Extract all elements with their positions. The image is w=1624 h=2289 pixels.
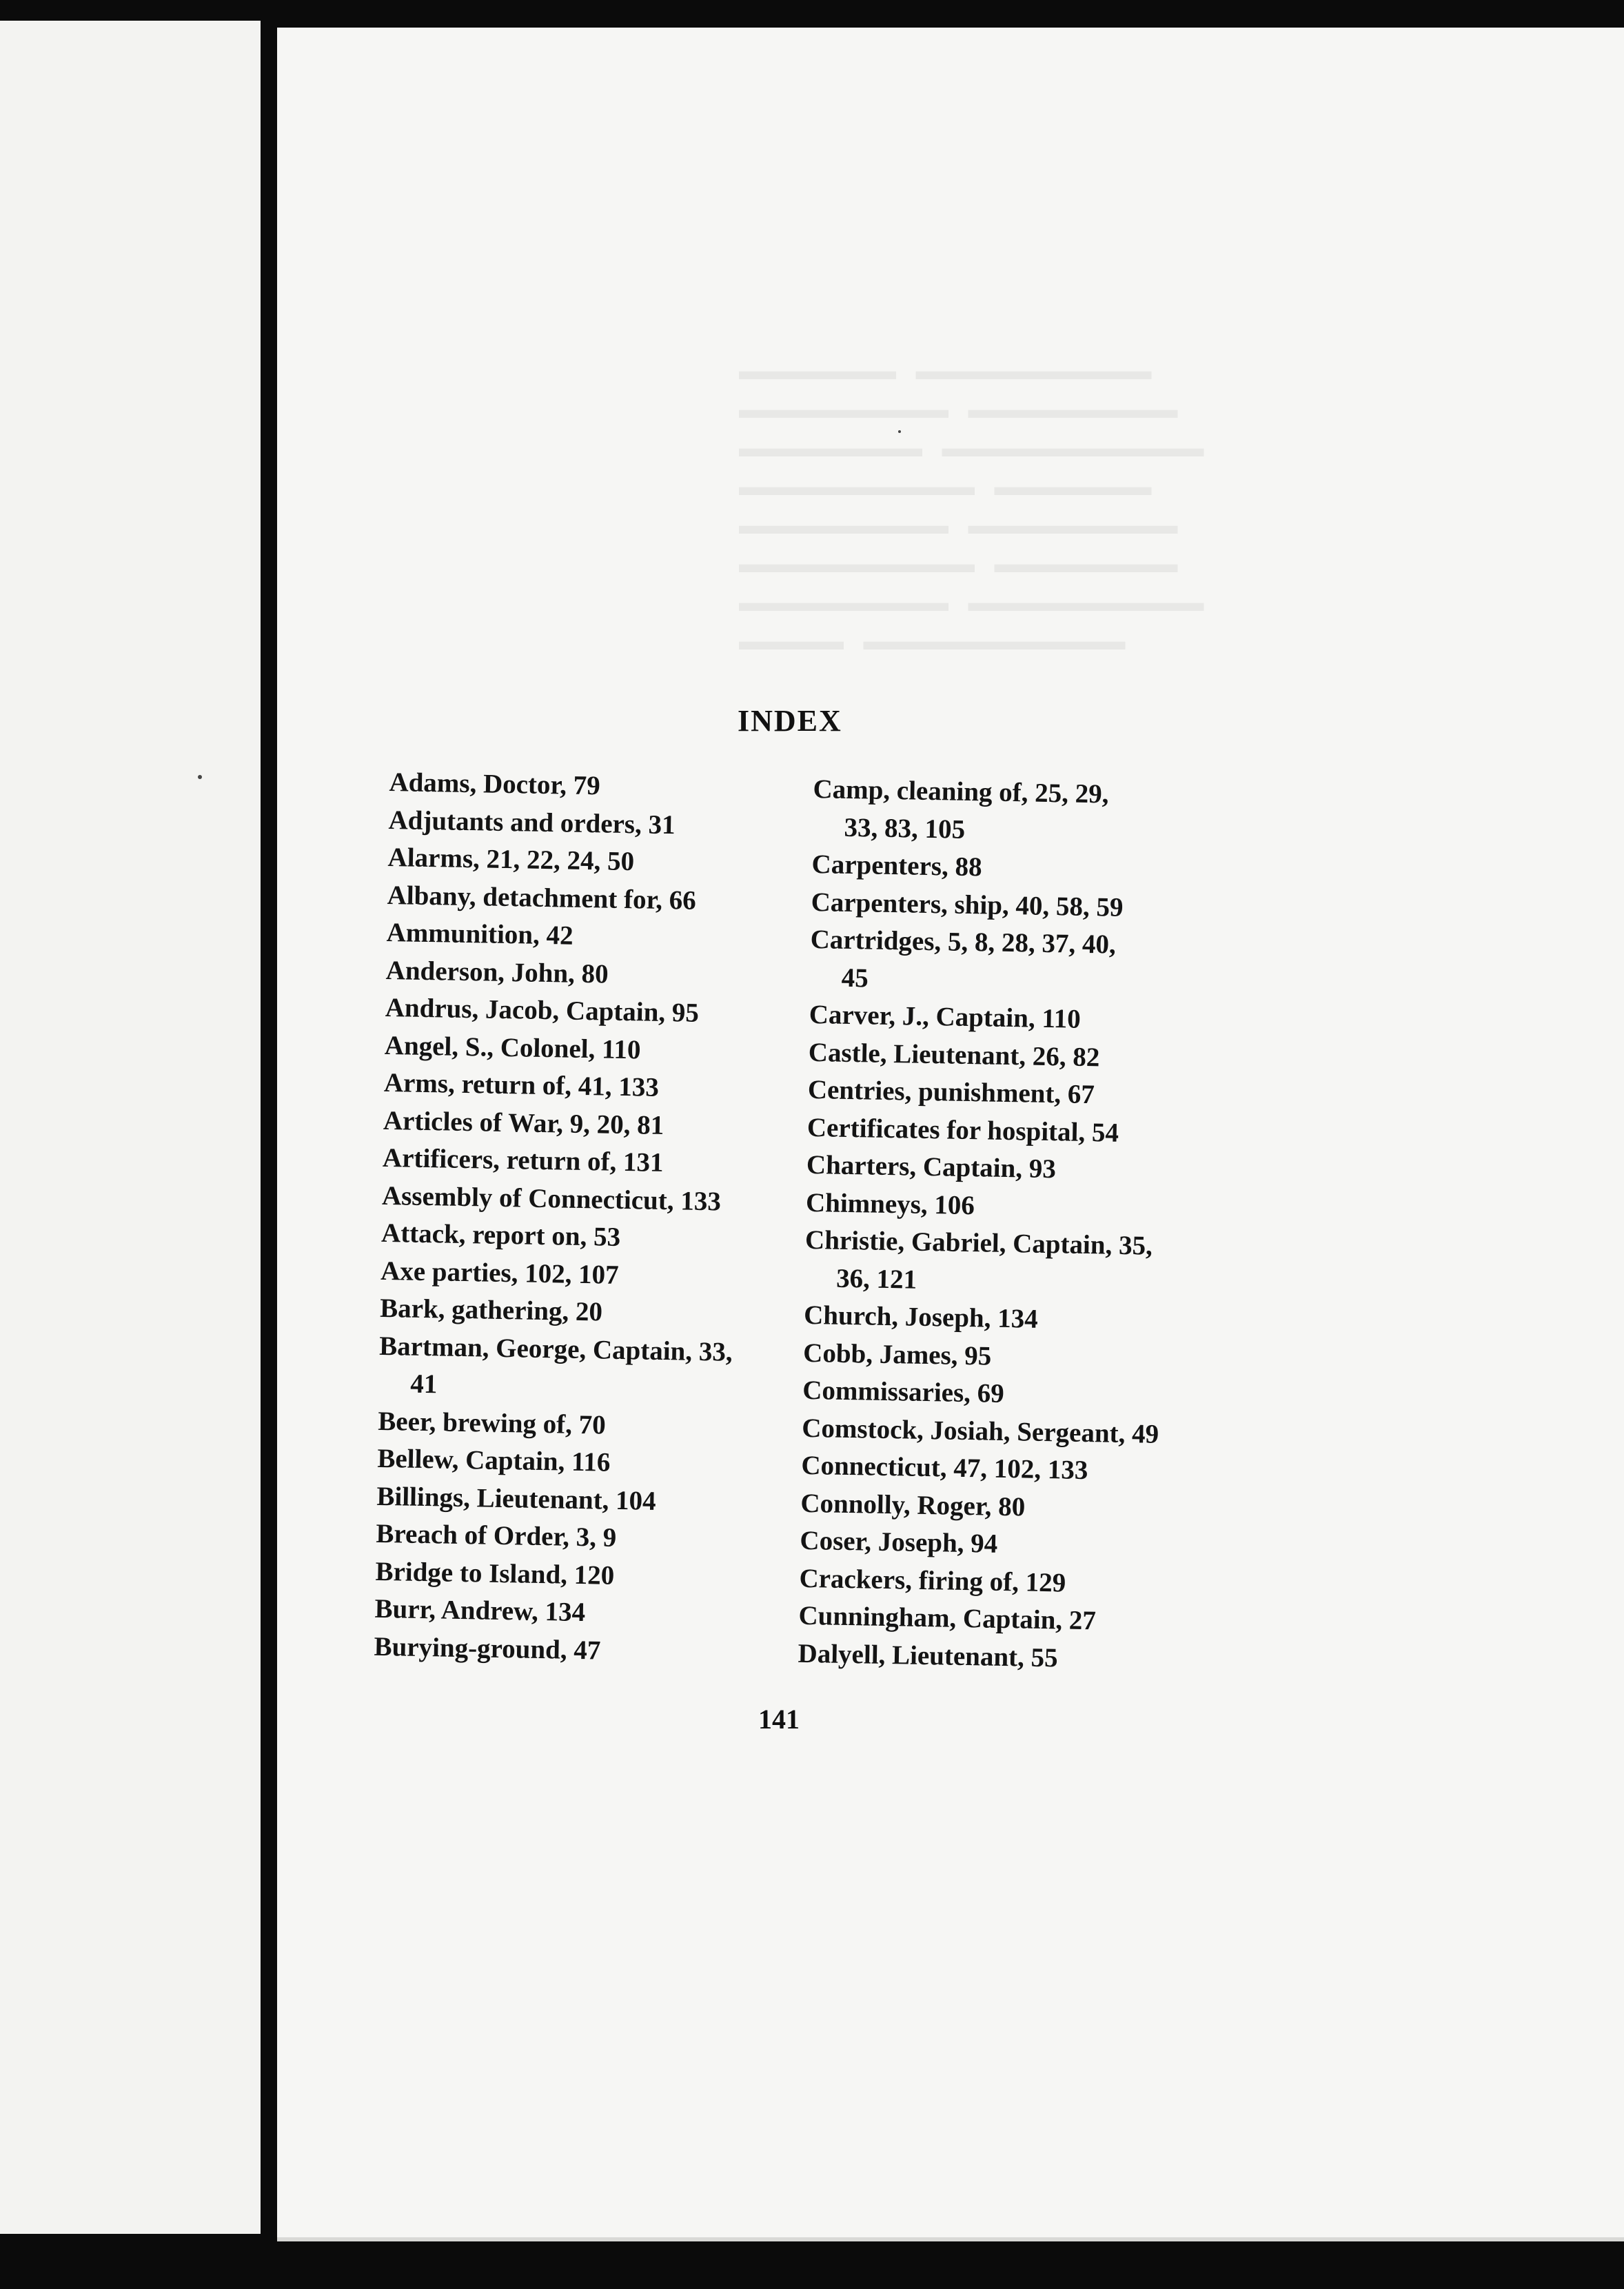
index-entry: Artificers, return of, 131 <box>382 1142 664 1178</box>
index-entry: Castle, Lieutenant, 26, 82 <box>808 1037 1100 1072</box>
page-number: 141 <box>758 1704 800 1735</box>
index-entry: Church, Joseph, 134 <box>803 1300 1039 1334</box>
index-entry: Christie, Gabriel, Captain, 35, <box>804 1224 1153 1261</box>
index-entry: Angel, S., Colonel, 110 <box>384 1030 641 1065</box>
index-entry: Crackers, firing of, 129 <box>799 1563 1066 1598</box>
index-entry: Bridge to Island, 120 <box>375 1556 615 1591</box>
index-entry: Beer, brewing of, 70 <box>377 1406 607 1440</box>
index-entry: Connecticut, 47, 102, 133 <box>801 1450 1088 1486</box>
facing-left-page <box>0 21 261 2234</box>
index-heading: INDEX <box>738 704 842 738</box>
index-entry: Adjutants and orders, 31 <box>388 805 676 840</box>
index-entry: Burying-ground, 47 <box>374 1631 601 1666</box>
index-entry: Andrus, Jacob, Captain, 95 <box>385 992 700 1028</box>
index-entry: Dalyell, Lieutenant, 55 <box>798 1638 1058 1673</box>
index-entry: Coser, Joseph, 94 <box>800 1525 998 1559</box>
index-entry-continuation: 45 <box>841 962 869 993</box>
index-entry: Commissaries, 69 <box>802 1375 1005 1409</box>
index-entry: Centries, punishment, 67 <box>807 1074 1095 1110</box>
index-entry: Ammunition, 42 <box>386 917 574 951</box>
index-entry-continuation: 33, 83, 105 <box>844 812 966 845</box>
index-entry: Bartman, George, Captain, 33, <box>378 1331 733 1367</box>
index-entry: Adams, Doctor, 79 <box>389 767 601 801</box>
show-through-texture: ▬▬▬▬▬▬ ▬▬▬▬▬▬▬▬▬ ▬▬▬▬▬▬▬▬ ▬▬▬▬▬▬▬▬ ▬▬▬▬▬▬▬ ▬▬▬▬▬▬▬▬▬▬ ▬▬▬▬▬▬▬▬▬ ▬▬▬▬▬▬ ▬▬▬▬▬▬▬▬ ▬▬▬▬▬▬▬▬ ▬▬▬▬▬▬▬▬▬ ▬▬▬▬▬▬▬ ▬▬▬▬▬▬▬▬ ▬▬▬▬▬▬▬▬▬ ▬▬▬▬ ▬▬▬▬▬▬▬▬▬▬ <box>739 356 1204 656</box>
index-entry: Billings, Lieutenant, 104 <box>376 1481 657 1516</box>
index-entry: Certificates for hospital, 54 <box>806 1112 1119 1148</box>
index-entry: Cartridges, 5, 8, 28, 37, 40, <box>810 924 1117 960</box>
index-column-left <box>374 764 748 1672</box>
index-entry: Alarms, 21, 22, 24, 50 <box>387 842 635 877</box>
index-entry: Carpenters, 88 <box>811 849 982 883</box>
index-entry: Carver, J., Captain, 110 <box>809 999 1082 1034</box>
index-entry: Connolly, Roger, 80 <box>800 1488 1026 1522</box>
index-entry: Anderson, John, 80 <box>385 955 609 989</box>
index-entry-continuation: 36, 121 <box>835 1263 917 1295</box>
index-entry: Articles of War, 9, 20, 81 <box>383 1105 664 1140</box>
index-entry: Carpenters, ship, 40, 58, 59 <box>811 887 1124 922</box>
index-entry: Breach of Order, 3, 9 <box>376 1518 617 1553</box>
index-entry: Albany, detachment for, 66 <box>387 880 697 916</box>
index-entry: Arms, return of, 41, 133 <box>383 1067 660 1102</box>
index-entry: Bellew, Captain, 116 <box>377 1443 611 1478</box>
index-entry: Comstock, Josiah, Sergeant, 49 <box>801 1413 1159 1449</box>
paper-speck <box>198 775 202 779</box>
index-column-right <box>798 771 1186 1679</box>
index-entry: Chimneys, 106 <box>805 1187 975 1220</box>
paper-speck <box>898 430 901 433</box>
index-entry: Burr, Andrew, 134 <box>374 1593 586 1628</box>
index-entry: Cobb, James, 95 <box>802 1338 992 1371</box>
index-entry: Charters, Captain, 93 <box>806 1149 1057 1184</box>
book-gutter <box>261 0 277 2289</box>
index-entry: Camp, cleaning of, 25, 29, <box>813 774 1109 809</box>
index-entry: Attack, report on, 53 <box>380 1218 621 1252</box>
index-entry-continuation: 41 <box>409 1369 438 1400</box>
index-entry: Assembly of Connecticut, 133 <box>381 1180 722 1216</box>
index-entry: Cunningham, Captain, 27 <box>798 1600 1097 1636</box>
index-entry: Bark, gathering, 20 <box>379 1293 603 1327</box>
index-entry: Axe parties, 102, 107 <box>380 1256 620 1290</box>
